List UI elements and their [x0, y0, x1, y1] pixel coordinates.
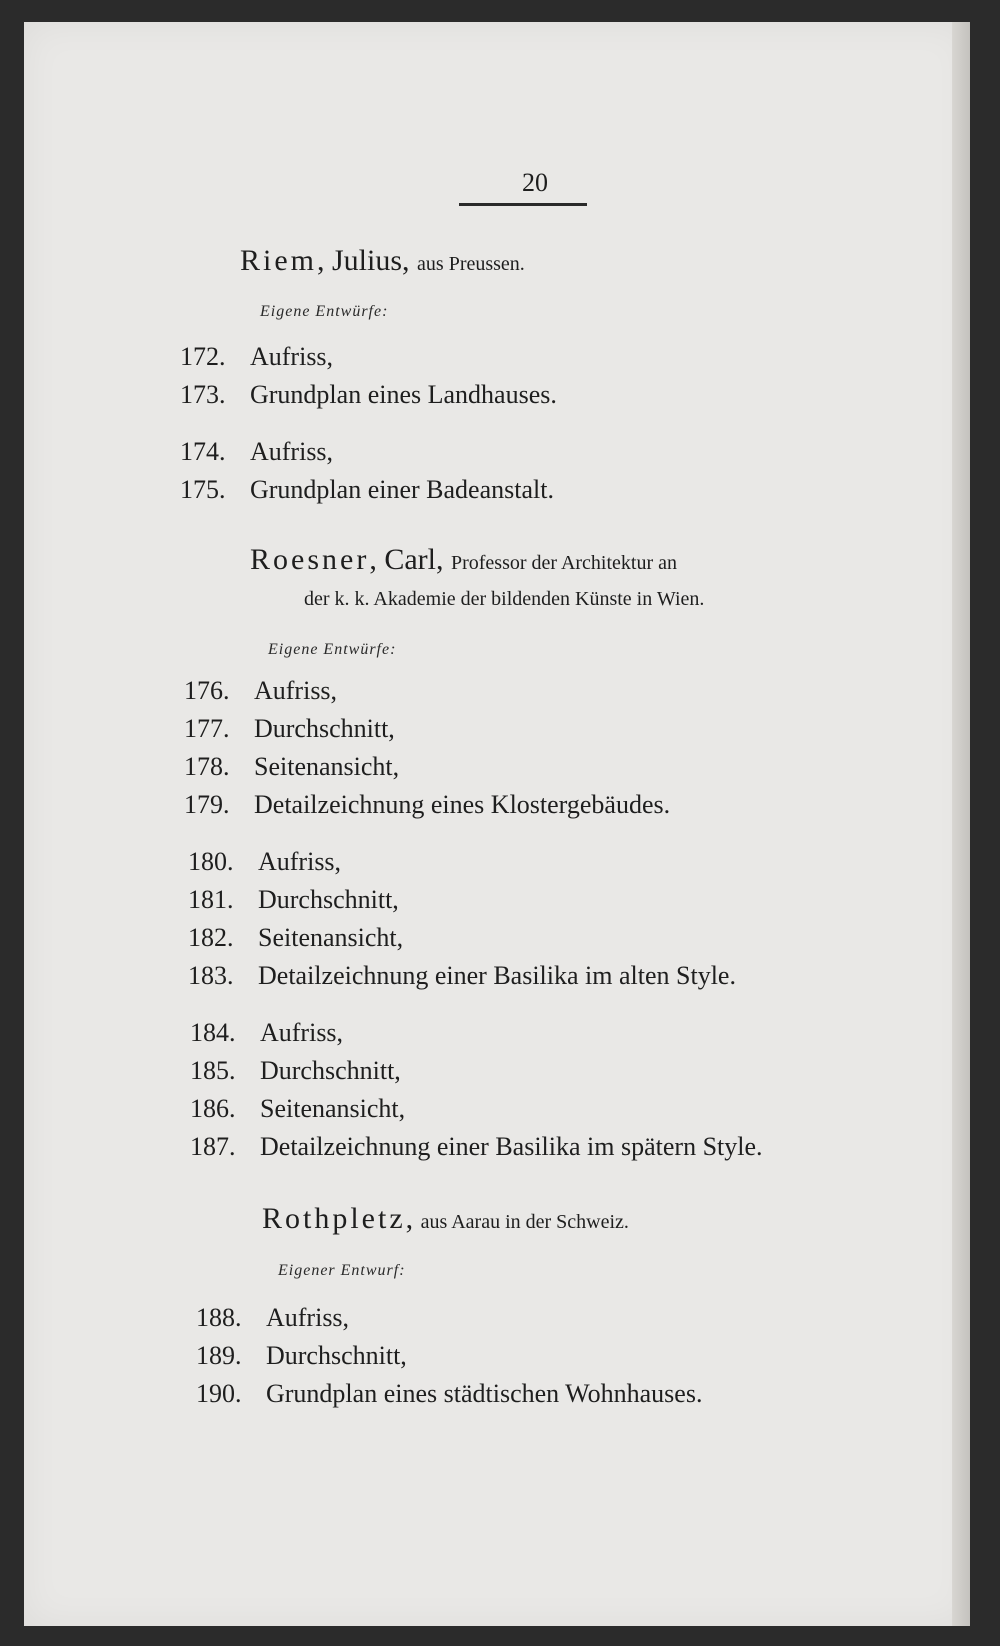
section-subtitle: Eigene Entwürfe: [268, 641, 397, 658]
catalog-entry [190, 1056, 401, 1086]
entry-number: 188. [196, 1303, 242, 1332]
artist-description: aus Aarau in der Schweiz. [420, 1211, 629, 1233]
artist-given-name: Julius [332, 244, 403, 277]
catalog-entry [196, 1303, 349, 1333]
entry-number: 186. [190, 1094, 236, 1123]
entry-text: Durchschnitt, [260, 1056, 401, 1085]
page-number: 20 [522, 168, 548, 197]
entry-text: Aufriss, [260, 1018, 344, 1047]
entry-text: Seitenansicht, [260, 1094, 406, 1123]
catalog-entry [188, 885, 399, 915]
entry-number: 185. [190, 1056, 236, 1085]
entry-number: 187. [190, 1132, 236, 1161]
entry-text: Durchschnitt, [254, 714, 395, 743]
entry-text: Aufriss, [250, 342, 334, 371]
catalog-entry [196, 1379, 702, 1409]
entry-text: Aufriss, [250, 437, 334, 466]
artist-description-continued: der k. k. Akademie der bildenden Künste in Wien. [304, 588, 705, 610]
entry-text: Detailzeichnung einer Basilika im spätern Style. [260, 1132, 763, 1161]
catalog-entry [180, 380, 557, 410]
entry-text: Seitenansicht, [254, 752, 400, 781]
entry-text: Aufriss, [254, 676, 338, 705]
entry-number: 174. [180, 437, 226, 466]
entry-number: 177. [184, 714, 230, 743]
catalog-entry [184, 676, 337, 706]
entry-number: 175. [180, 475, 226, 504]
entry-number: 183. [188, 961, 234, 990]
entry-text: Aufriss, [266, 1303, 350, 1332]
catalog-entry [188, 923, 403, 953]
catalog-entry [180, 475, 554, 505]
entry-number: 189. [196, 1341, 242, 1370]
entry-text: Aufriss, [258, 847, 342, 876]
entry-number: 181. [188, 885, 234, 914]
artist-description: Professor der Architektur an [450, 552, 678, 574]
catalog-entry [188, 847, 341, 877]
catalog-entry [190, 1132, 763, 1162]
entry-text: Detailzeichnung einer Basilika im alten Style. [258, 961, 736, 990]
artist-surname: Riem [240, 244, 317, 277]
catalog-entry [184, 752, 399, 782]
entry-number: 180. [188, 847, 234, 876]
artist-given-name: Carl [384, 543, 436, 576]
section-subtitle: Eigene Entwürfe: [260, 303, 389, 320]
entry-text: Detailzeichnung eines Klostergebäudes. [254, 790, 671, 819]
catalog-entry [196, 1341, 407, 1371]
heading-riem: Riem, Julius, aus Preussen. [240, 244, 525, 277]
heading-rothpletz: Rothpletz, aus Aarau in der Schweiz. [262, 1202, 629, 1235]
artist-surname: Rothpletz [262, 1202, 406, 1235]
catalog-entry [190, 1018, 343, 1048]
entry-number: 184. [190, 1018, 236, 1047]
page-content [24, 22, 970, 1626]
catalog-entry [190, 1094, 405, 1124]
entry-text: Durchschnitt, [258, 885, 399, 914]
entry-number: 178. [184, 752, 230, 781]
catalog-entry [180, 437, 333, 467]
entry-number: 179. [184, 790, 230, 819]
entry-number: 176. [184, 676, 230, 705]
entry-text: Grundplan einer Badeanstalt. [250, 475, 554, 504]
entry-number: 182. [188, 923, 234, 952]
entry-number: 190. [196, 1379, 242, 1408]
book-page [24, 22, 970, 1626]
entry-text: Grundplan eines städtischen Wohnhauses. [266, 1379, 703, 1408]
entry-number: 172. [180, 342, 226, 371]
page-number-rule [459, 203, 587, 206]
catalog-entry [184, 714, 395, 744]
entry-text: Grundplan eines Landhauses. [250, 380, 557, 409]
artist-surname: Roesner [250, 543, 370, 576]
catalog-entry [180, 342, 333, 372]
entry-text: Seitenansicht, [258, 923, 404, 952]
artist-description: aus Preussen. [417, 253, 525, 275]
section-subtitle: Eigener Entwurf: [278, 1262, 406, 1279]
heading-roesner: Roesner, Carl, Professor der Architektur an [250, 543, 678, 576]
catalog-entry [188, 961, 736, 991]
entry-number: 173. [180, 380, 226, 409]
catalog-entry [184, 790, 670, 820]
entry-text: Durchschnitt, [266, 1341, 407, 1370]
